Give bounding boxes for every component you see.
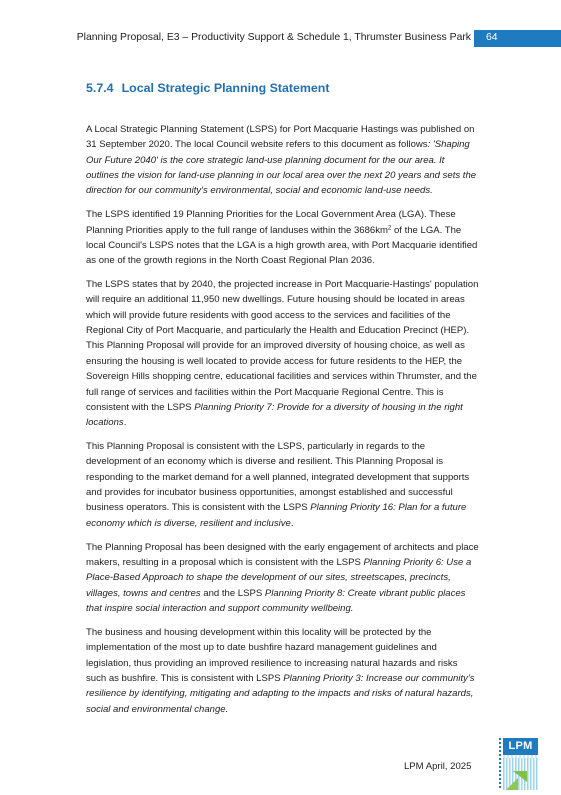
p2-superscript: 2 (387, 225, 392, 232)
p2-text: The LSPS identified 19 Planning Priorities for the Local Government Area (LGA). These Planning Priorities apply to the full range of landuses within the 3686km (86, 209, 456, 236)
p4-text: This Planning Proposal is consistent with the LSPS, particularly in regards to the development of an economy which is diverse and resilient. This Planning Proposal is responding to the market demand for a well planned, integrated development that supports and provides for incubator business opportunities, amongst established and successful business operators. This is consistent with the LSPS (86, 441, 470, 514)
p1-quote: : 'Shaping Our Future 2040' is the core strategic land-use planning document for the our area. It outlines the vision for land-use planning in our local area over the next 20 years and sets the direction for our community's environmental, social and economic land-use needs. (86, 139, 477, 197)
document-title: Planning Proposal, E3 – Productivity Support & Schedule 1, Thrumster Business Park (76, 32, 471, 43)
paragraph-1 (86, 122, 479, 199)
p3-text: The LSPS states that by 2040, the projected increase in Port Macquarie-Hastings' population will require an additional 11,950 new dwellings. Future housing should be located in areas which will provide future residents with good access to the services and facilities of the Regional City of Port Macquarie, and particularly the Health and Education Precinct (HEP). This Planning Proposal will provide for an improved diversity of housing choice, as well as ensuring the housing is well located to provide access for future residents to the HEP, the Sovereign Hills shopping centre, educational facilities and services within Thrumster, and the full range of services and facilities within the Port Macquarie Regional Centre. This is consistent with the LSPS (86, 279, 479, 413)
page-number: 64 (486, 32, 498, 43)
p5-join: and the LSPS (200, 587, 265, 599)
p5-priority-8: Planning Priority 8: Create vibrant public places that inspire social interaction and support community wellbeing. (86, 587, 466, 614)
p2-text-cont: of the LGA. The local Council's LSPS notes that the LGA is a high growth area, with Port Macquarie identified as one of the growth regions in the North Coast Regional Plan 2036. (86, 224, 478, 267)
logo-text: LPM (508, 740, 533, 752)
section-number: 5.7.4 (86, 81, 114, 95)
lpm-logo (503, 738, 538, 790)
p4-priority: Planning Priority 16: Plan for a future economy which is diverse, resilient and inclusive (86, 502, 467, 529)
section-heading (86, 81, 330, 95)
p3-priority: Planning Priority 7: Provide for a diversity of housing in the right locations (86, 401, 463, 429)
p3-end: . (123, 417, 127, 429)
section-title: Local Strategic Planning Statement (121, 81, 330, 95)
paragraph-4 (86, 439, 479, 531)
p6-text: The business and housing development within this locality will be protected by the implementation of the most up to date bushfire hazard management guidelines and legislation, thus providing an improved resilience to increasing natural hazards and risks such as bushfire. This is consistent with LSPS (86, 626, 458, 684)
body-text (86, 122, 479, 725)
logo-rule (499, 738, 501, 790)
paragraph-2 (86, 207, 479, 268)
page-number-badge (474, 30, 561, 47)
paragraph-5 (86, 540, 479, 617)
paragraph-6 (86, 625, 479, 717)
logo-box (503, 738, 538, 755)
p4-end: . (290, 517, 294, 529)
page-header (0, 30, 561, 50)
p5-text: The Planning Proposal has been designed with the early engagement of architects and place makers, resulting in a proposal which is consistent with the LSPS (86, 541, 479, 568)
p6-priority: Planning Priority 3: Increase our community's resilience by identifying, mitigating and adapting to the impacts and risks of natural hazards, social and environmental change. (86, 672, 475, 715)
footer-text: LPM April, 2025 (404, 761, 472, 772)
p5-priority-6: Planning Priority 6: Use a Place-Based Approach to shape the development of our sites, streetscapes, precincts, villages, towns and centres (86, 556, 472, 599)
paragraph-3 (86, 277, 479, 430)
p1-text: A Local Strategic Planning Statement (LSPS) for Port Macquarie Hastings was published on 31 September 2020. The local Council website refers to this document as follows (86, 124, 475, 151)
